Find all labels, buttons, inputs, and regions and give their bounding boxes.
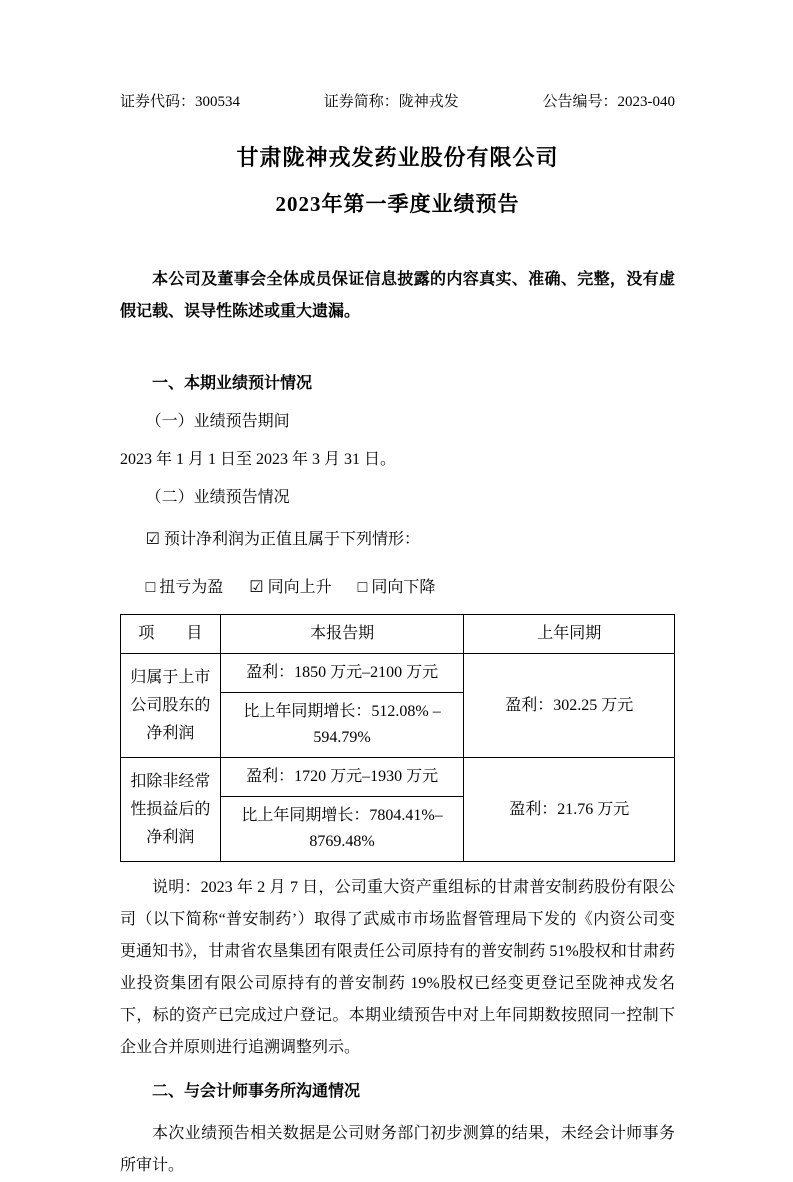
option-same-direction-up — [249, 576, 331, 600]
option-same-direction-up-label: 同向上升 — [267, 579, 332, 596]
col-header-current-period: 本报告期 — [220, 615, 464, 654]
table-header-row — [121, 615, 675, 654]
row1-current-profit: 盈利：1850 万元–2100 万元 — [220, 654, 464, 693]
forecast-type-label: 预计净利润为正值且属于下列情形： — [163, 531, 420, 548]
stock-code: 证券代码：300534 — [120, 94, 241, 110]
row1-prior-profit: 盈利：302.25 万元 — [464, 654, 675, 758]
unchecked-checkbox-icon: □ — [357, 579, 368, 596]
checked-checkbox-icon: ☑ — [249, 579, 264, 596]
section-two-body: 本次业绩预告相关数据是公司财务部门初步测算的结果，未经会计师事务所审计。 — [120, 1125, 675, 1174]
period-text: 2023 年 1 月 1 日至 2023 年 3 月 31 日。 — [120, 451, 397, 468]
section-two-heading: 二、与会计师事务所沟通情况 — [152, 1083, 361, 1100]
row1-current-growth: 比上年同期增长：512.08% – 594.79% — [220, 693, 464, 758]
doc-header — [120, 90, 675, 111]
table-row — [121, 654, 675, 693]
row2-prior-profit: 盈利：21.76 万元 — [464, 758, 675, 862]
option-same-direction-down-label: 同向下降 — [371, 579, 436, 596]
period-heading: （一）业绩预告期间 — [145, 413, 290, 430]
situation-heading: （二）业绩预告情况 — [145, 489, 290, 506]
table-row — [121, 758, 675, 797]
col-header-item: 项 目 — [121, 615, 221, 654]
row2-current-profit: 盈利：1720 万元–1930 万元 — [220, 758, 464, 797]
page-title: 甘肃陇神戎发药业股份有限公司 — [236, 145, 559, 170]
page-subtitle: 2023年第一季度业绩预告 — [275, 192, 520, 216]
board-declaration: 本公司及董事会全体成员保证信息披露的内容真实、准确、完整，没有虚假记载、误导性陈述或重大遗漏。 — [120, 271, 675, 320]
unchecked-checkbox-icon: □ — [145, 579, 156, 596]
note-paragraph: 说明：2023 年 2 月 7 日，公司重大资产重组标的甘肃普安制药股份有限公司（以下简称“普安制药’）取得了武威市市场监督管理局下发的《内资公司变更通知书》，甘肃省农垦集团有限责任公司原持有的普安制药 51%股权和甘肃药业投资集团有限公司原持有的普安制药 19%股权已经变更登记至陇神戎发名下，标的资产已完成过户登记。本期业绩预告中对上年同期数按照同一控制下企业合并原则进行追溯调整列示。 — [120, 879, 675, 1056]
announcement-no: 公告编号：2023-040 — [542, 94, 675, 110]
row1-item: 归属于上市公司股东的净利润 — [121, 654, 221, 758]
col-header-prior-period: 上年同期 — [464, 615, 675, 654]
row2-item: 扣除非经常性损益后的净利润 — [121, 758, 221, 862]
checked-checkbox-icon: ☑ — [145, 531, 160, 548]
section-one-heading: 一、本期业绩预计情况 — [152, 375, 313, 392]
forecast-options — [120, 576, 675, 600]
option-turnaround — [146, 576, 224, 600]
stock-abbr: 证券简称：陇神戎发 — [323, 94, 459, 110]
option-same-direction-down — [358, 576, 436, 600]
option-turnaround-label: 扭亏为盈 — [159, 579, 224, 596]
forecast-type-line — [120, 528, 675, 552]
row2-current-growth: 比上年同期增长：7804.41%–8769.48% — [220, 797, 464, 862]
forecast-table — [120, 614, 675, 862]
